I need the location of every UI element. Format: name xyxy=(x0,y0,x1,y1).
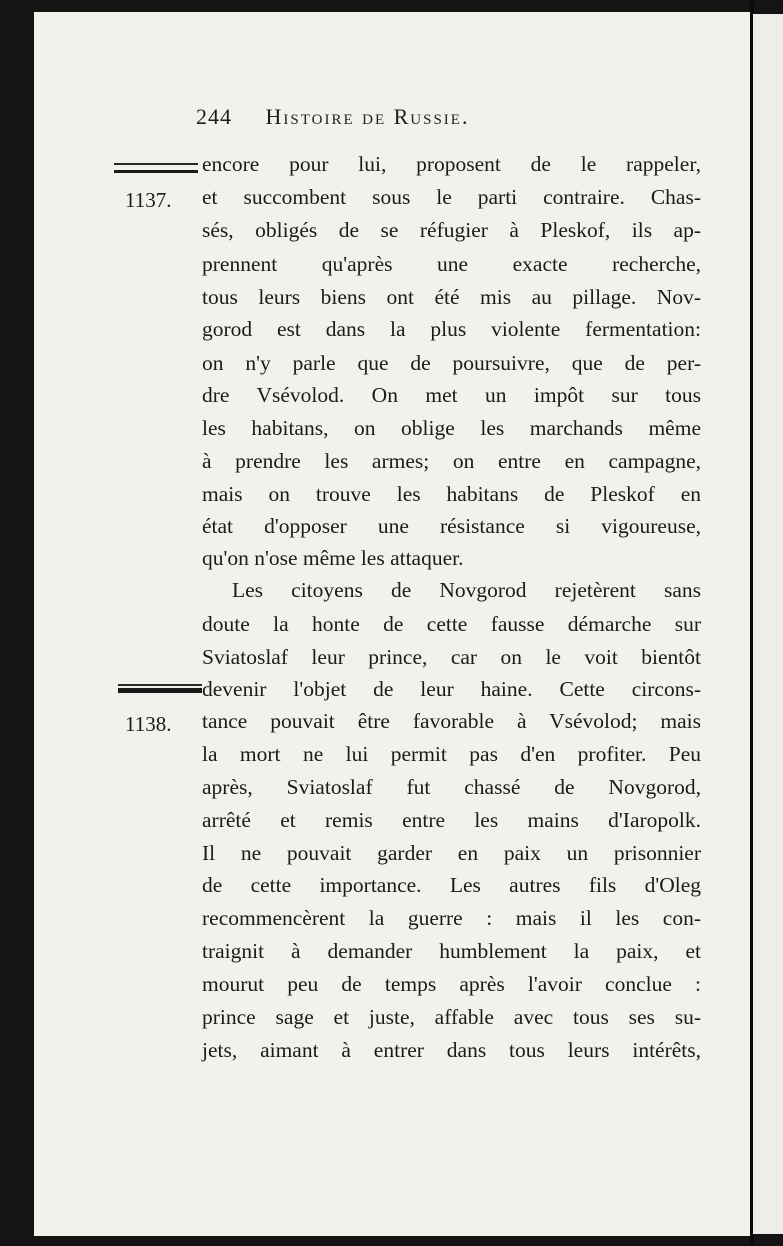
margin-rule-2b xyxy=(118,684,202,686)
text-line: Il ne pouvait garder en paix un prisonnier xyxy=(202,841,701,865)
margin-rule-2 xyxy=(118,688,202,693)
text-line: jets, aimant à entrer dans tous leurs intérêts, xyxy=(202,1038,701,1062)
text-line: à prendre les armes; on entre en campagne, xyxy=(202,449,701,473)
margin-year-1138: 1138. xyxy=(125,712,172,736)
text-line: devenir l'objet de leur haine. Cette circons- xyxy=(202,677,701,701)
text-line: mourut peu de temps après l'avoir conclue : xyxy=(202,972,701,996)
bleed-through-smudge xyxy=(172,1118,372,1140)
text-line: qu'on n'ose même les attaquer. xyxy=(202,546,464,570)
margin-year-1137: 1137. xyxy=(125,188,172,212)
text-line: et succombent sous le parti contraire. Chas- xyxy=(202,185,701,209)
text-line: Les citoyens de Novgorod rejetèrent sans xyxy=(232,578,701,602)
text-line: tance pouvait être favorable à Vsévolod; mais xyxy=(202,709,701,733)
text-line: doute la honte de cette fausse démarche sur xyxy=(202,612,701,636)
text-line: mais on trouve les habitans de Pleskof en xyxy=(202,482,701,506)
page-number: 244 xyxy=(196,104,232,129)
margin-rule-1 xyxy=(114,170,198,173)
text-line: après, Sviatoslaf fut chassé de Novgorod, xyxy=(202,775,701,799)
text-line: la mort ne lui permit pas d'en profiter. Peu xyxy=(202,742,701,766)
running-title: Histoire de Russie. xyxy=(265,104,470,129)
text-line: tous leurs biens ont été mis au pillage. Nov- xyxy=(202,285,701,309)
text-line: prince sage et juste, affable avec tous ses su- xyxy=(202,1005,701,1029)
text-line: sés, obligés de se réfugier à Pleskof, ils ap- xyxy=(202,218,701,242)
facing-page-edge xyxy=(753,14,783,1234)
running-header xyxy=(196,104,469,130)
text-line: état d'opposer une résistance si vigoureuse, xyxy=(202,514,701,538)
text-line: on n'y parle que de poursuivre, que de per- xyxy=(202,351,701,375)
text-line: gorod est dans la plus violente fermentation: xyxy=(202,317,701,341)
text-line: arrêté et remis entre les mains d'Iaropolk. xyxy=(202,808,701,832)
text-line: traignit à demander humblement la paix, et xyxy=(202,939,701,963)
text-line: dre Vsévolod. On met un impôt sur tous xyxy=(202,383,701,407)
margin-rule-1b xyxy=(114,163,198,165)
text-line: prennent qu'après une exacte recherche, xyxy=(202,252,701,276)
text-line: encore pour lui, proposent de le rappeler, xyxy=(202,152,701,176)
text-line: les habitans, on oblige les marchands même xyxy=(202,416,701,440)
text-line: de cette importance. Les autres fils d'Oleg xyxy=(202,873,701,897)
text-line: Sviatoslaf leur prince, car on le voit bientôt xyxy=(202,645,701,669)
text-line: recommencèrent la guerre : mais il les con- xyxy=(202,906,701,930)
